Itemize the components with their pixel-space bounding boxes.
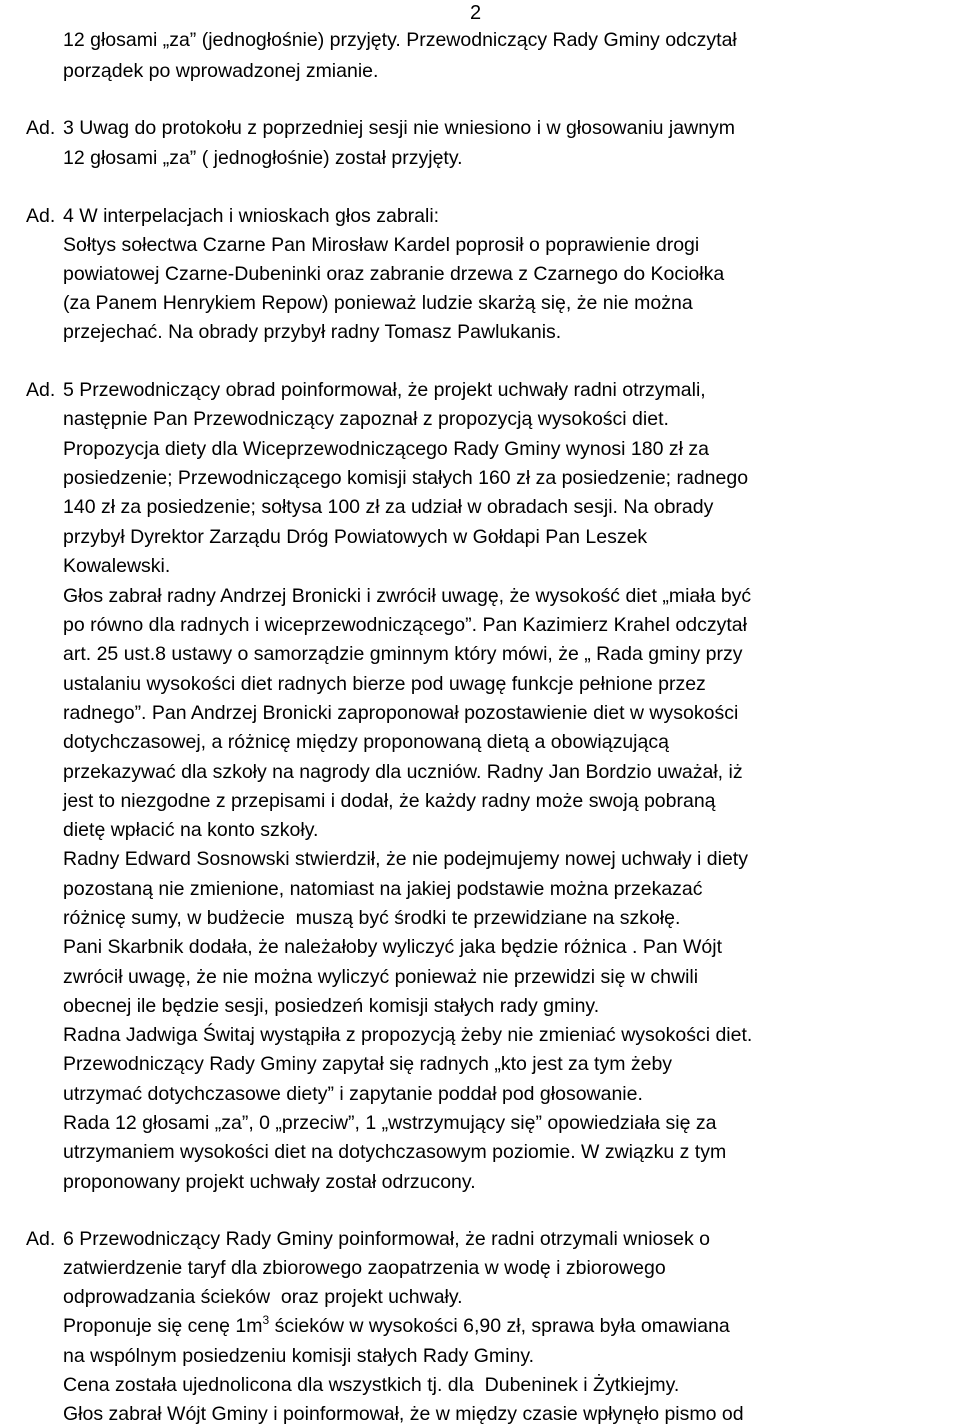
- text-line: 12 głosami „za” ( jednogłośnie) został przyjęty.: [63, 147, 463, 169]
- text-line: Rada 12 głosami „za”, 0 „przeciw”, 1 „wstrzymujący się” opowiedziała się za: [63, 1112, 717, 1134]
- text-line: Propozycja diety dla Wiceprzewodniczącego Rady Gminy wynosi 180 zł za: [63, 438, 709, 460]
- text-line: Pani Skarbnik dodała, że należałoby wyliczyć jaka będzie różnica . Pan Wójt: [63, 936, 723, 958]
- text-line: obecnej ile będzie sesji, posiedzeń komisji stałych rady gminy.: [63, 995, 600, 1017]
- text-line: 4 W interpelacjach i wnioskach głos zabrali:: [63, 205, 440, 227]
- text-line: przekazywać dla szkoły na nagrody dla uczniów. Radny Jan Bordzio uważał, iż: [63, 761, 743, 783]
- text-line: jest to niezgodne z przepisami i dodał, że każdy radny może swoją pobraną: [63, 790, 716, 812]
- text-line: Cena została ujednolicona dla wszystkich tj. dla Dubeninek i Żytkiejmy.: [63, 1374, 680, 1396]
- text-line: porządek po wprowadzonej zmianie.: [63, 60, 379, 82]
- text-line: zwrócił uwagę, że nie można wyliczyć ponieważ nie przewidzi się w chwili: [63, 966, 699, 988]
- ad-label: Ad.: [26, 1228, 56, 1250]
- text-line: Radna Jadwiga Świtaj wystąpiła z propozycją żeby nie zmieniać wysokości diet.: [63, 1024, 753, 1046]
- text-line: dietę wpłacić na konto szkoły.: [63, 819, 319, 841]
- text-line: Radny Edward Sosnowski stwierdził, że nie podejmujemy nowej uchwały i diety: [63, 848, 748, 870]
- text-line: przejechać. Na obrady przybył radny Tomasz Pawlukanis.: [63, 321, 562, 343]
- text-line: [63, 1313, 730, 1339]
- text-line: Kowalewski.: [63, 555, 171, 577]
- text-line: dotychczasowej, a różnicę między proponowaną dietą a obowiązującą: [63, 731, 669, 753]
- text-segment: ścieków w wysokości 6,90 zł, sprawa była omawiana: [269, 1315, 730, 1337]
- text-line: 6 Przewodniczący Rady Gminy poinformował, że radni otrzymali wniosek o: [63, 1228, 711, 1250]
- text-line: pozostaną nie zmienione, natomiast na jakiej podstawie można przekazać: [63, 878, 703, 900]
- text-line: 12 głosami „za” (jednogłośnie) przyjęty. Przewodniczący Rady Gminy odczytał: [63, 29, 737, 51]
- text-line: 5 Przewodniczący obrad poinformował, że projekt uchwały radni otrzymali,: [63, 379, 706, 401]
- text-line: 140 zł za posiedzenie; sołtysa 100 zł za udział w obradach sesji. Na obrady: [63, 496, 714, 518]
- text-line: różnicę sumy, w budżecie muszą być środki te przewidziane na szkołę.: [63, 907, 681, 929]
- ad-label: Ad.: [26, 205, 56, 227]
- text-line: radnego”. Pan Andrzej Bronicki zaproponował pozostawienie diet w wysokości: [63, 702, 739, 724]
- text-segment: Proponuje się cenę 1m: [63, 1315, 263, 1337]
- superscript: 3: [262, 1313, 270, 1327]
- text-line: ustalaniu wysokości diet radnych bierze pod uwagę funkcje pełnione przez: [63, 673, 706, 695]
- text-line: Głos zabrał Wójt Gminy i poinformował, że w między czasie wpłynęło pismo od: [63, 1403, 744, 1425]
- text-line: (za Panem Henrykiem Repow) ponieważ ludzie skarżą się, że nie można: [63, 292, 693, 314]
- text-line: Sołtys sołectwa Czarne Pan Mirosław Kardel poprosił o poprawienie drogi: [63, 234, 700, 256]
- text-line: powiatowej Czarne-Dubeninki oraz zabranie drzewa z Czarnego do Kociołka: [63, 263, 725, 285]
- text-line: odprowadzania ścieków oraz projekt uchwały.: [63, 1286, 463, 1308]
- text-line: przybył Dyrektor Zarządu Dróg Powiatowych w Gołdapi Pan Leszek: [63, 526, 648, 548]
- text-line: utrzymać dotychczasowe diety” i zapytanie poddał pod głosowanie.: [63, 1083, 643, 1105]
- text-line: Głos zabrał radny Andrzej Bronicki i zwrócił uwagę, że wysokość diet „miała być: [63, 585, 752, 607]
- ad-label: Ad.: [26, 117, 56, 139]
- text-line: po równo dla radnych i wiceprzewodniczącego”. Pan Kazimierz Krahel odczytał: [63, 614, 747, 636]
- ad-label: Ad.: [26, 379, 56, 401]
- text-line: posiedzenie; Przewodniczącego komisji stałych 160 zł za posiedzenie; radnego: [63, 467, 749, 489]
- text-line: 3 Uwag do protokołu z poprzedniej sesji nie wniesiono i w głosowaniu jawnym: [63, 117, 736, 139]
- text-line: Przewodniczący Rady Gminy zapytał się radnych „kto jest za tym żeby: [63, 1053, 673, 1075]
- text-line: zatwierdzenie taryf dla zbiorowego zaopatrzenia w wodę i zbiorowego: [63, 1257, 666, 1279]
- text-line: następnie Pan Przewodniczący zapoznał z propozycją wysokości diet.: [63, 408, 669, 430]
- text-line: art. 25 ust.8 ustawy o samorządzie gminnym który mówi, że „ Rada gminy przy: [63, 643, 743, 665]
- page-number: 2: [470, 2, 482, 24]
- text-line: proponowany projekt uchwały został odrzucony.: [63, 1171, 476, 1193]
- text-line: utrzymaniem wysokości diet na dotychczasowym poziomie. W związku z tym: [63, 1141, 727, 1163]
- text-line: na wspólnym posiedzeniu komisji stałych Rady Gminy.: [63, 1345, 535, 1367]
